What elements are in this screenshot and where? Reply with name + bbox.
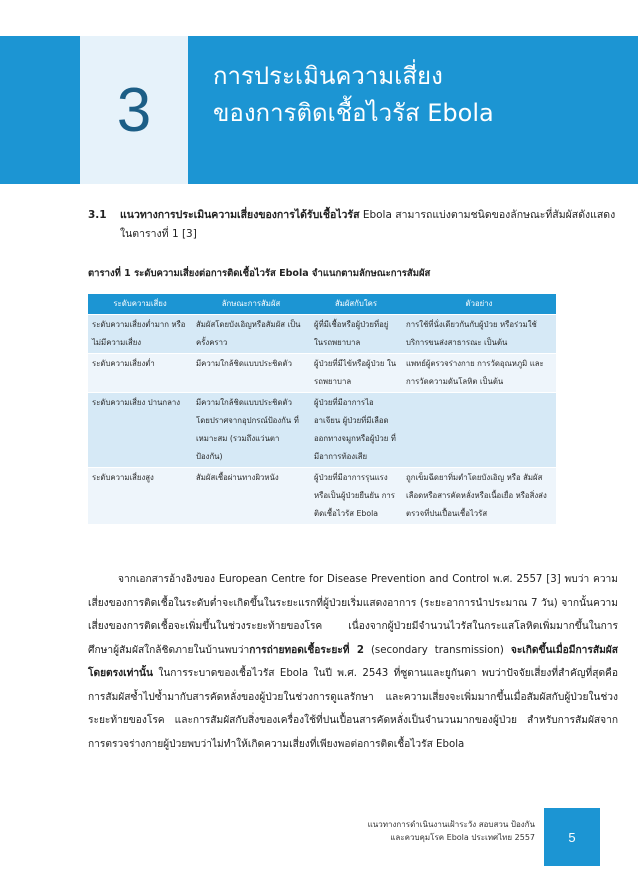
paragraph-bold1: การถ่ายทอดเชื้อระยะที่ 2 bbox=[249, 644, 364, 656]
table-cell: ผู้ป่วยที่มีไข้หรือผู้ป่วย ในรถพยาบาล bbox=[310, 353, 402, 392]
table-row bbox=[88, 353, 556, 392]
table-row bbox=[88, 467, 556, 524]
table-cell: แพทย์ผู้ตรวจร่างกาย การวัดอุณหภูมิ และการวัดความดันโลหิต เป็นต้น bbox=[402, 353, 556, 392]
risk-table bbox=[88, 294, 556, 525]
body-paragraph bbox=[88, 568, 618, 756]
table-cell: สัมผัสเชื้อผ่านทางผิวหนัง bbox=[192, 467, 310, 524]
paragraph-bold2: จะเกิดขึ้นเมื่อมีการสัมผัสโดยตรงเท่านั้น bbox=[88, 644, 618, 679]
table-cell: ระดับความเสี่ยงสูง bbox=[88, 467, 192, 524]
paragraph-text bbox=[88, 568, 618, 756]
footer-title bbox=[300, 818, 535, 844]
table-header: ตัวอย่าง bbox=[402, 294, 556, 314]
table-header: ระดับความเสี่ยง bbox=[88, 294, 192, 314]
chapter-number-box bbox=[80, 36, 188, 184]
table-cell: ระดับความเสี่ยง ปานกลาง bbox=[88, 392, 192, 467]
table-cell: สัมผัสโดยบังเอิญหรือสัมผัส เป็นครั้งคราว bbox=[192, 314, 310, 353]
footer-line2: และควบคุมโรค Ebola ประเทศไทย 2557 bbox=[390, 833, 535, 842]
table-header: ลักษณะการสัมผัส bbox=[192, 294, 310, 314]
table-cell: มีความใกล้ชิดแบบประชิดตัว โดยปราศจากอุปกรณ์ป้องกัน ที่เหมาะสม (รวมถึงแว่นตา ป้องกัน) bbox=[192, 392, 310, 467]
table-header: สัมผัสกับใคร bbox=[310, 294, 402, 314]
paragraph-part1: จากเอกสารอ้างอิงของ European Centre for Disease Prevention and Control พ.ศ. 2557 [3] พบว่า ความเสี่ยงของการติดเชื้อในระดับต่ำจะเกิดขึ้นในระยะแรกที่ผู้ป่วยเริ่มแสดงอาการ (ระยะอาการนำประมาณ 7 วัน) จากนั้นความเสี่ยงของการติดเชื้อจะเพิ่มขึ้นในช่วงระยะท้ายของโรค เนื่องจากผู้ป่วยมีจำนวนไวรัสในกระแสโลหิตเพิ่มมากขึ้นในการศึกษาผู้สัมผัสใกล้ชิดภายในบ้านพบว่า bbox=[88, 574, 618, 656]
table-cell: ผู้ป่วยที่มีอาการรุนแรง หรือเป็นผู้ป่วยยืนยัน การติดเชื้อไวรัส Ebola bbox=[310, 467, 402, 524]
table-cell: ระดับความเสี่ยงต่ำ bbox=[88, 353, 192, 392]
page-number-box bbox=[544, 808, 600, 866]
section-number: 3.1 bbox=[88, 209, 107, 221]
table-cell bbox=[402, 392, 556, 467]
table-cell: มีความใกล้ชิดแบบประชิดตัว bbox=[192, 353, 310, 392]
table-cell: ผู้ป่วยที่มีอาการไอ อาเจียน ผู้ป่วยที่มีเลือด ออกทางจมูกหรือผู้ป่วย ที่มีอาการท้องเสีย bbox=[310, 392, 402, 467]
table-row bbox=[88, 314, 556, 353]
chapter-title-line1: การประเมินความเสี่ยง bbox=[213, 62, 443, 90]
section-text bbox=[120, 206, 620, 244]
table-cell: ถูกเข็มฉีดยาทิ่มตำโดยบังเอิญ หรือ สัมผัสเลือดหรือสารคัดหลั่งหรือเนื้อเยื่อ หรือสิ่งส่งตรวจที่ปนเปื้อนเชื้อไวรัส bbox=[402, 467, 556, 524]
section-heading: แนวทางการประเมินความเสี่ยงของการได้รับเชื้อไวรัส bbox=[120, 209, 360, 221]
table-cell: ระดับความเสี่ยงต่ำมาก หรือไม่มีความเสี่ยง bbox=[88, 314, 192, 353]
table-caption: ตารางที่ 1 ระดับความเสี่ยงต่อการติดเชื้อไวรัส Ebola จำแนกตามลักษณะการสัมผัส bbox=[88, 268, 431, 279]
table-cell: ผู้ที่มีเชื้อหรือผู้ป่วยที่อยู่ ในรถพยาบาล bbox=[310, 314, 402, 353]
table-row bbox=[88, 392, 556, 467]
paragraph-part2: (secondary transmission) bbox=[363, 644, 511, 656]
table-cell: การใช้ที่นั่งเดียวกันกับผู้ป่วย หรือร่วมใช้ บริการขนส่งสาธารณะ เป็นต้น bbox=[402, 314, 556, 353]
chapter-title-line2: ของการติดเชื้อไวรัส Ebola bbox=[213, 99, 494, 127]
chapter-title bbox=[213, 58, 623, 132]
page-number: 5 bbox=[568, 829, 576, 845]
paragraph-part3: ในการระบาดของเชื้อไวรัส Ebola ในปี พ.ศ. 2543 ที่ซูดานและยูกันดา พบว่าปัจจัยเสี่ยงที่สำคัญที่สุดคือการสัมผัสซ้ำไปซ้ำมากับสารคัดหลั่งของผู้ป่วยในช่วงการดูแลรักษา และความเสี่ยงจะเพิ่มมากขึ้นเมื่อสัมผัสกับผู้ป่วยในช่วงระยะท้ายของโรค และการสัมผัสกับสิ่งของเครื่องใช้ที่ปนเปื้อนสารคัดหลั่งเป็นจำนวนมากของผู้ป่วย สำหรับการสัมผัสจากการตรวจร่างกายผู้ป่วยพบว่าไม่ทำให้เกิดความเสี่ยงที่เพียงพอต่อการติดเชื้อไวรัส Ebola bbox=[88, 668, 618, 750]
table-header-row bbox=[88, 294, 556, 314]
chapter-number: 3 bbox=[116, 75, 152, 145]
footer-line1: แนวทางการดำเนินงานเฝ้าระวัง สอบสวน ป้องกัน bbox=[367, 820, 535, 829]
section-body: Ebola สามารถแบ่งตามชนิดของลักษณะที่สัมผัสดังแสดงในตารางที่ 1 [3] bbox=[120, 209, 616, 240]
